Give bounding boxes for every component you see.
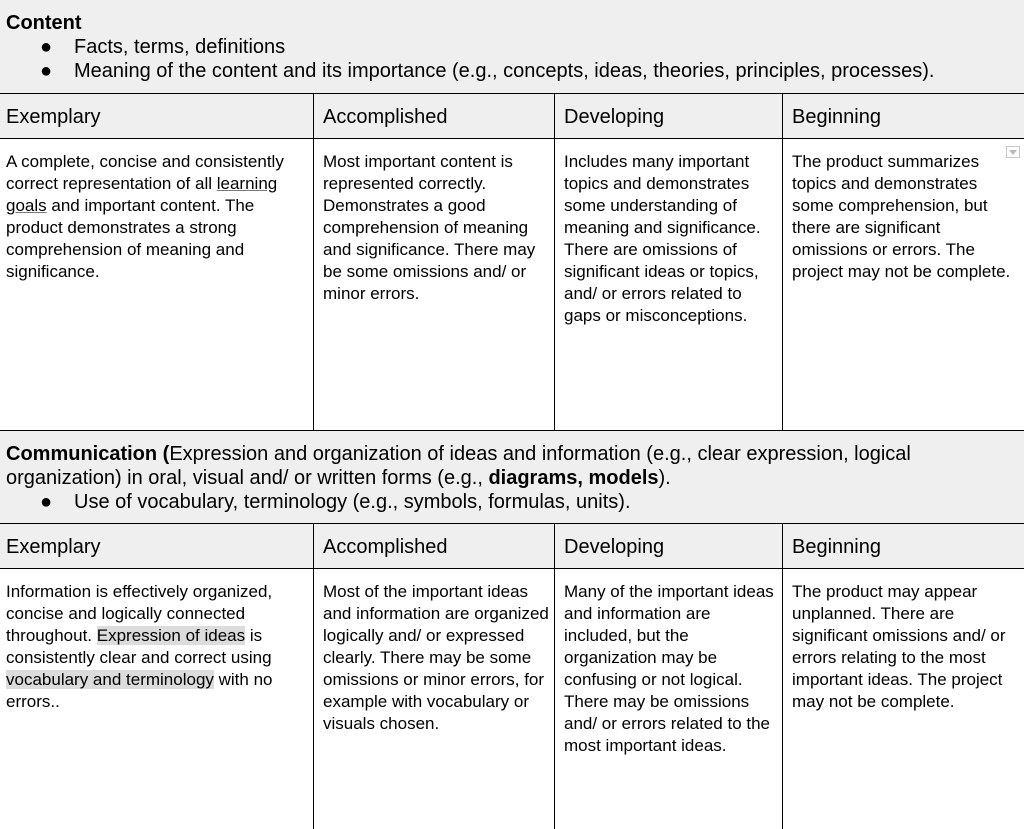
communication-header-row [0, 523, 1024, 569]
communication-header-accomplished: Accomplished [313, 524, 554, 568]
communication-header-developing: Developing [554, 524, 782, 568]
content-header-developing: Developing [554, 94, 782, 138]
content-cell-exemplary: A complete, concise and consistently correct representation of all learning goals and important content. The product demonstrates a strong comprehension of meaning and significance. [6, 152, 284, 281]
content-header-accomplished: Accomplished [313, 94, 554, 138]
content-body-row [0, 139, 1024, 430]
bullet-dot-icon: ● [40, 491, 53, 513]
content-header-exemplary: Exemplary [6, 106, 101, 128]
communication-header-exemplary: Exemplary [6, 536, 101, 558]
content-title: Content [6, 12, 82, 34]
content-bullet-2: ● Meaning of the content and its importance (e.g., concepts, ideas, theories, principles, processes). [40, 60, 935, 82]
content-section-header [0, 0, 1024, 93]
communication-cell-exemplary: Information is effectively organized, concise and logically connected throughout. Expression of ideas is consistently clear and correct using vocabulary and terminology with no errors.. [6, 582, 273, 711]
communication-body-row [0, 569, 1024, 829]
content-header-row [0, 93, 1024, 139]
content-bullet-1: ● Facts, terms, definitions [40, 36, 286, 58]
communication-intro: Communication (Expression and organization of ideas and information (e.g., clear expression, logical organization) in oral, visual and/ or written forms (e.g., diagrams, models). [6, 443, 911, 489]
communication-header-beginning: Beginning [782, 524, 1024, 568]
bullet-dot-icon: ● [40, 36, 53, 58]
content-header-beginning: Beginning [782, 94, 1024, 138]
learning-goals-link[interactable]: learning goals [6, 174, 278, 215]
communication-bullet-1: ● Use of vocabulary, terminology (e.g., symbols, formulas, units). [40, 491, 631, 513]
dropdown-arrow-icon[interactable] [1006, 146, 1020, 158]
communication-cell-developing: Many of the important ideas and information are included, but the organization may be confusing or not logical. There may be omissions and/ or errors related to the most important ideas. [554, 569, 782, 829]
highlight-expression: Expression of ideas [96, 626, 246, 645]
communication-cell-beginning: The product may appear unplanned. There are significant omissions and/ or errors relating to the most important ideas. The project may not be complete. [782, 569, 1024, 829]
content-cell-beginning: The product summarizes topics and demonstrates some comprehension, but there are significant omissions or errors. The project may not be complete. [782, 139, 1024, 430]
content-cell-accomplished: Most important content is represented correctly. Demonstrates a good comprehension of meaning and significance. There may be some omissions and/ or minor errors. [313, 139, 554, 430]
content-cell-developing: Includes many important topics and demonstrates some understanding of meaning and significance. There are omissions of significant ideas or topics, and/ or errors related to gaps or misconceptions. [554, 139, 782, 430]
bullet-dot-icon: ● [40, 60, 53, 82]
communication-section-header [0, 430, 1024, 523]
highlight-vocabulary: vocabulary and terminology [6, 670, 214, 689]
communication-cell-accomplished: Most of the important ideas and information are organized logically and/ or expressed clearly. There may be some omissions or minor errors, for example with vocabulary or visuals chosen. [313, 569, 554, 829]
